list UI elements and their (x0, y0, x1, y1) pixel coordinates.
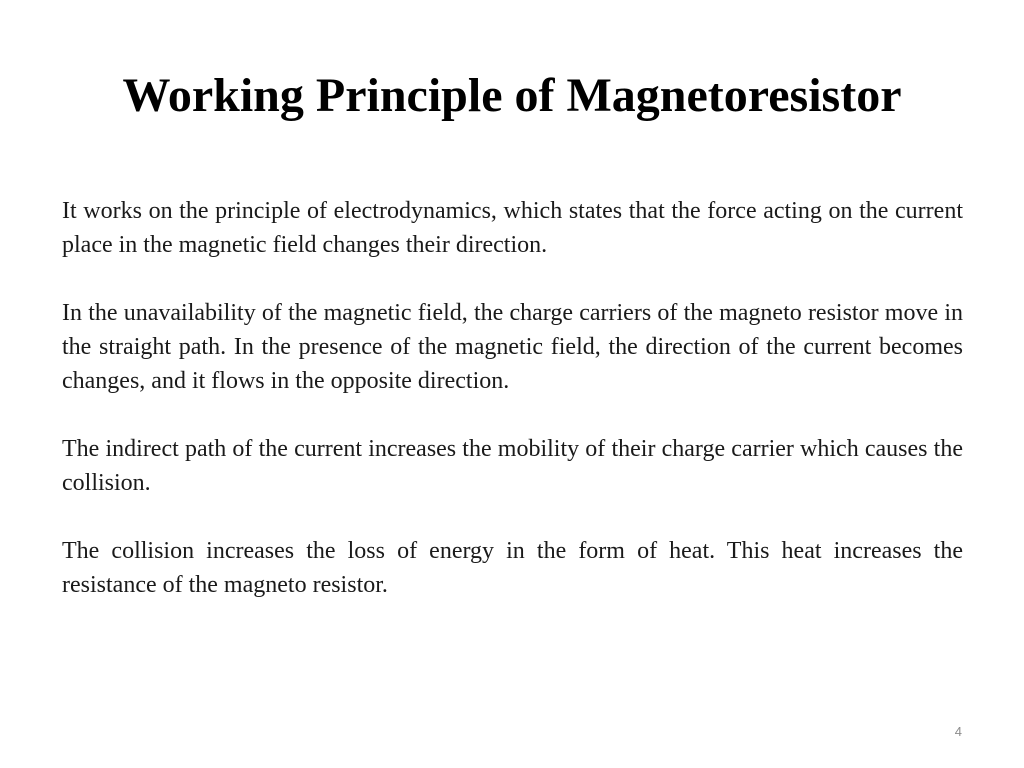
slide-title: Working Principle of Magnetoresistor (122, 69, 902, 122)
paragraph-field-effect: In the unavailability of the magnetic field, the charge carriers of the magneto resistor move in the straight path. In the presence of the magnetic field, the direction of the current becomes changes, and it flows in the opposite direction. (62, 300, 963, 394)
paragraph-collision: The collision increases the loss of energy in the form of heat. This heat increases the resistance of the magneto resistor. (62, 538, 963, 598)
paragraph-principle: It works on the principle of electrodynamics, which states that the force acting on the current place in the magnetic field changes their direction. (62, 198, 963, 258)
paragraph-indirect-path: The indirect path of the current increases the mobility of their charge carrier which causes the collision. (62, 436, 963, 496)
slide-page-number: 4 (954, 724, 962, 739)
slide-body (62, 194, 963, 636)
